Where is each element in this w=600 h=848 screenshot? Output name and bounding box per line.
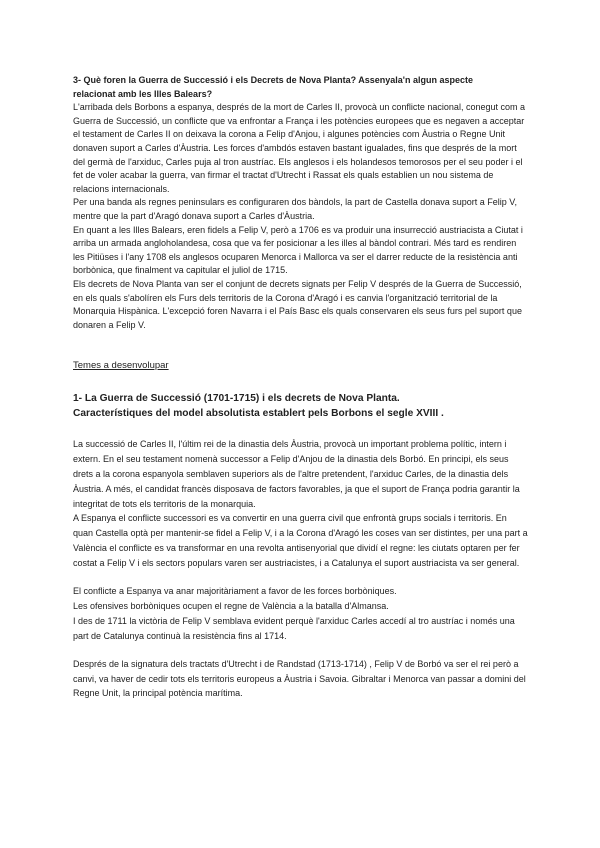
answer-paragraph-2: Per una banda als regnes peninsulars es configuraren dos bàndols, la part de Castella donava suport a Felip V, mentre que la part d'Aragó donava suport a Carles d'Àustria. (73, 197, 517, 221)
topic-title (73, 391, 528, 422)
topic-paragraph-2: A Espanya el conflicte successori es va convertir en una guerra civil que enfrontà grups socials i territoris. En quan Castella optà per mantenir-se fidel a Felip V, i a la Corona d'Aragó les coses van ser distintes, per una part a València el conflicte es va transformar en una revolta antisenyorial que dividí el regne: les ciutats optaren per fer costat a Felip V i els sectors populars varen ser austriacistes, i a Catalunya el suport austriacista va ser general. (73, 513, 528, 569)
topic-title-line-1: 1- La Guerra de Successió (1701-1715) i els decrets de Nova Planta. (73, 392, 400, 404)
topic-title-line-2: Característiques del model absolutista establert pels Borbons el segle XVIII . (73, 408, 444, 420)
topic-paragraph-3: El conflicte a Espanya va anar majoritàriament a favor de les forces borbòniques. (73, 586, 397, 597)
topic-paragraph-4: Les ofensives borbòniques ocupen el regne de València a la batalla d'Almansa. (73, 600, 389, 611)
answer-paragraph-4: Els decrets de Nova Planta van ser el conjunt de decrets signats per Felip V després de la Guerra de Successió, en els quals s'abolíren els Furs dels territoris de la Corona d'Aragó i es canvia l'organització territorial de la Monarquia Hispànica. L'excepció foren Navarra i el País Basc els quals conservaren els seus furs pel suport que donaren a Felip V. (73, 278, 522, 330)
topic-paragraph-1: La successió de Carles II, l'últim rei de la dinastia dels Àustria, provocà un important problema polític, intern i extern. En el seu testament nomenà successor a Felip d'Anjou de la dinastia dels Borbó. En principi, els seus drets a la corona espanyola semblaven superiors als de l'altre pretendent, l'arxiduc Carles, de la dinastia dels Àustria. A més, el candidat francès disposava de factors favorables, ja que el suport de França podria garantir la integritat de tots els territoris de la monarquia. (73, 438, 520, 509)
topic-paragraph-5: I des de 1711 la victòria de Felip V semblava evident perquè l'arxiduc Carles accedí al tro austríac i només una part de Catalunya continuà la resistència fins al 1714. (73, 615, 515, 641)
document-page (73, 74, 528, 701)
answer-paragraph-3: En quant a les Illes Balears, eren fidels a Felip V, però a 1706 es va produir una insurrecció austriacista a Ciutat i arriba un armada angloholandesa, cosa que va fer posicionar a les illes al bàndol contrari. Més tard es rendiren les Pitiüses i l'any 1708 els anglesos ocuparen Menorca i Mallorca va ser el darrer reducte de la resistència anti borbònica, que finalment va capitular el juliol de 1715. (73, 224, 523, 276)
topic-paragraph-6: Després de la signatura dels tractats d'Utrecht i de Randstad (1713-1714) , Felip V de Borbó va ser el rei però a canvi, va haver de cedir tots els territoris europeus a Àustria i Savoia. Gibraltar i Menorca van passar a domini del Regne Unit, la principal potència marítima. (73, 658, 526, 699)
answer-paragraph-1: L'arribada dels Borbons a espanya, després de la mort de Carles II, provocà un conflicte nacional, conegut com a Guerra de Successió, un conflicte que va enfrontar a França i les potències europees que es negaven a acceptar el testament de Carles II on deixava la corona a Felip d'Anjou, i algunes potències com Àustria o Regne Unit donaven suport a Carles d'Àustria. Les forces d'ambdós estaven bastant igualades, fins que després de la mort del germà de l'arxiduc, Carles puja al tron austríac. Els anglesos i els holandesos temorosos per el seu poder i el fet de voler acabar la guerra, van firmar el tractat d'Utrecht i Rassat els quals establien un nou sistema de relacions internacionals. (73, 102, 525, 194)
question-title-line-1: 3- Què foren la Guerra de Successió i els Decrets de Nova Planta? Assenyala'n algun aspecte (73, 75, 473, 85)
section-heading: Temes a desenvolupar (73, 360, 169, 372)
question-title-line-2: relacionat amb les Illes Balears? (73, 88, 213, 99)
